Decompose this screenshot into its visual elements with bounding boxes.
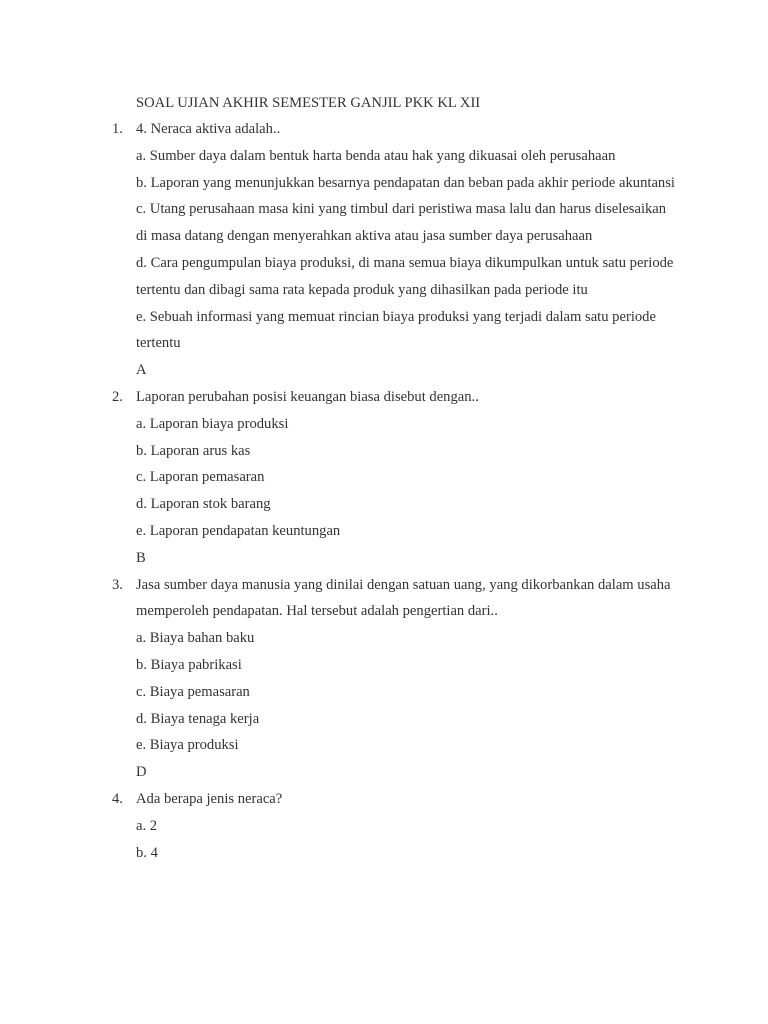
- option-a: a. Biaya bahan baku: [136, 630, 255, 647]
- option-a: a. Sumber daya dalam bentuk harta benda atau hak yang dikuasai oleh perusahaan: [136, 147, 616, 164]
- option-b: b. 4: [136, 844, 158, 861]
- question-text: Laporan perubahan posisi keuangan biasa disebut dengan..: [136, 388, 479, 405]
- question-text: 4. Neraca aktiva adalah..: [136, 121, 281, 137]
- question-text: Jasa sumber daya manusia yang dinilai dengan satuan uang, yang dikorbankan dalam usaha memperoleh pendapatan. Hal tersebut adalah pengertian dari..: [136, 576, 671, 620]
- answer-key: B: [136, 549, 146, 566]
- option-c: c. Utang perusahaan masa kini yang timbul dari peristiwa masa lalu dan harus diselesaikan di masa datang dengan menyerahkan aktiva atau jasa sumber daya perusahaan: [136, 201, 667, 245]
- question-number: 3.: [112, 576, 123, 593]
- question-number: 2.: [112, 388, 123, 405]
- document-title: SOAL UJIAN AKHIR SEMESTER GANJIL PKK KL XII: [136, 95, 481, 111]
- question-number: 4.: [112, 790, 123, 807]
- option-b: b. Laporan yang menunjukkan besarnya pendapatan dan beban pada akhir periode akuntansi: [136, 174, 675, 191]
- option-a: a. Laporan biaya produksi: [136, 415, 289, 432]
- option-e: e. Laporan pendapatan keuntungan: [136, 522, 341, 539]
- option-c: c. Laporan pemasaran: [136, 469, 265, 486]
- option-d: d. Laporan stok barang: [136, 496, 271, 513]
- option-c: c. Biaya pemasaran: [136, 683, 250, 700]
- option-e: e. Biaya produksi: [136, 737, 239, 754]
- question-2: [0, 384, 768, 572]
- answer-key: A: [136, 362, 147, 379]
- question-text: Ada berapa jenis neraca?: [136, 790, 283, 807]
- question-number: 1.: [112, 121, 123, 137]
- option-b: b. Biaya pabrikasi: [136, 656, 242, 673]
- option-d: d. Cara pengumpulan biaya produksi, di mana semua biaya dikumpulkan untuk satu periode tertentu dan dibagi sama rata kepada produk yang dihasilkan pada periode itu: [136, 254, 674, 298]
- option-a: a. 2: [136, 817, 158, 834]
- question-1: [0, 116, 768, 384]
- question-list: [0, 116, 768, 866]
- option-b: b. Laporan arus kas: [136, 442, 251, 459]
- option-e: e. Sebuah informasi yang memuat rincian biaya produksi yang terjadi dalam satu periode tertentu: [136, 308, 656, 352]
- option-d: d. Biaya tenaga kerja: [136, 710, 260, 727]
- question-3: [0, 572, 768, 786]
- question-4: [0, 786, 768, 866]
- answer-key: D: [136, 764, 147, 781]
